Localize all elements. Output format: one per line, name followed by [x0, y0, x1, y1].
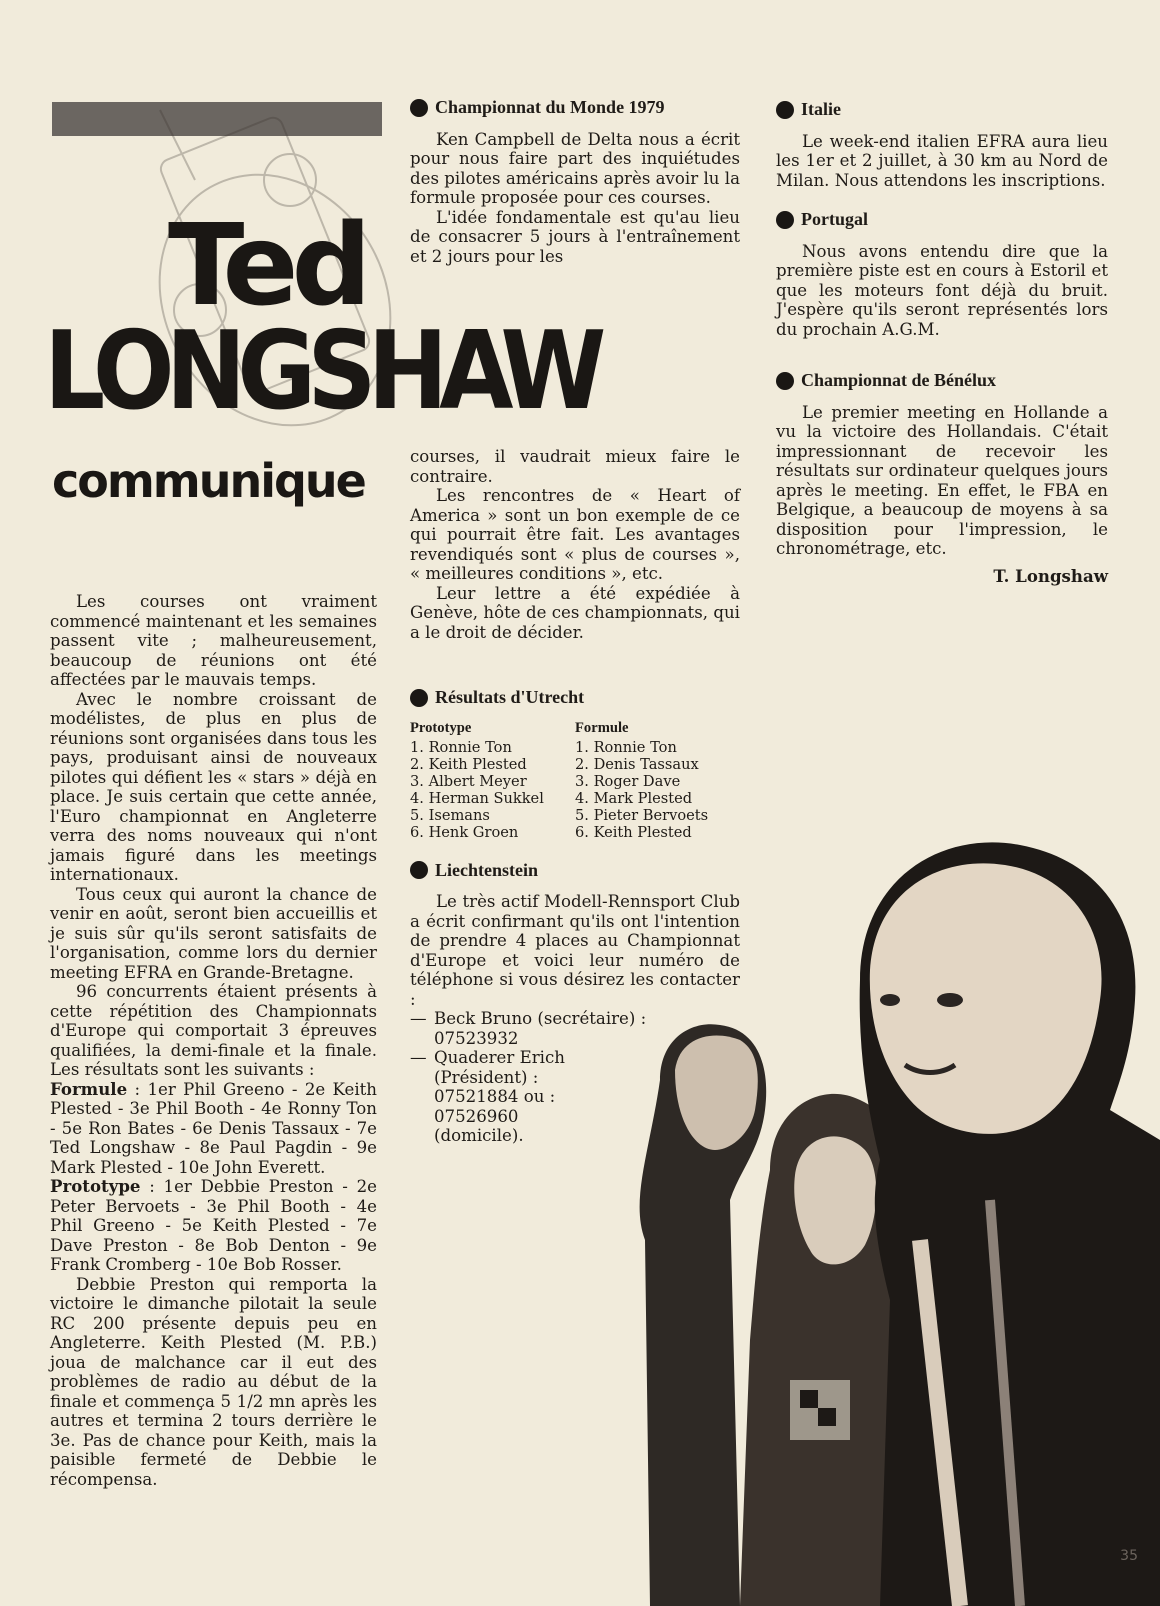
section-heading: [776, 210, 1108, 230]
prototype-label: Prototype: [50, 1176, 141, 1196]
bullet-icon: [410, 861, 428, 879]
list-item: 5. Isemans: [410, 806, 490, 824]
formule-text: : 1er Phil Greeno - 2e Keith Plested - 3e Phil Booth - 4e Ronny Ton - 5e Ron Bates - 6e Denis Tassaux - 7e Ted Longshaw - 8e Paul Pagdin - 9e Mark Plested - 10e John Everett.: [50, 1079, 377, 1177]
paragraph: courses, il vaudrait mieux faire le contraire.: [410, 447, 740, 486]
section-heading: [776, 100, 1108, 120]
photo-people: [620, 680, 1160, 1606]
list-item: 4. Mark Plested: [575, 789, 693, 807]
paragraph: Avec le nombre croissant de modélistes, de plus en plus de réunions sont organisées dans tous les pays, produisant ainsi de nouveaux pilotes qui défient les « stars » déjà en place. Je suis certain que cette année, l'Euro championnat en Angleterre verra des noms nouveaux qui n'ont jamais figuré dans les meetings internationaux.: [50, 689, 377, 884]
list-item: 6. Henk Groen: [410, 823, 519, 841]
paragraph: Leur lettre a été expédiée à Genève, hôte de ces championnats, qui a le droit de décider.: [410, 583, 740, 642]
paragraph: Debbie Preston qui remporta la victoire le dimanche pilotait la seule RC 200 présente depuis peu en Angleterre. Keith Plested (M. P.B.) joua de malchance car il eut des problèmes de radio au début de la finale et commença 5 1/2 mn après les autres et termina 2 tours derrière le 3e. Pas de chance pour Keith, mais la paisible fermeté de Debbie le récompensa.: [50, 1274, 377, 1489]
signature: T. Longshaw: [993, 565, 1108, 586]
prototype-results-column: [410, 720, 575, 841]
heading-text: Championnat de Bénélux: [801, 370, 997, 390]
list-item: 6. Keith Plested: [575, 823, 692, 841]
paragraph: Tous ceux qui auront la chance de venir en août, seront bien accueillis et je suis sûr qu'ils seront satisfaits de l'organisation, comme lors du dernier meeting EFRA en Grande-Bretagne.: [50, 884, 377, 982]
section-heading: [410, 98, 740, 118]
bullet-icon: [776, 101, 794, 119]
heading-text: Portugal: [801, 209, 868, 229]
bullet-icon: [776, 372, 794, 390]
title-first-name: Ted: [168, 201, 365, 331]
paragraph: Les courses ont vraiment commencé maintenant et les semaines passent vite ; malheureusement, beaucoup de réunions ont été affectées par le mauvais temps.: [50, 592, 377, 689]
list-item: 2. Keith Plested: [410, 755, 527, 773]
paragraph: Les rencontres de « Heart of America » sont un bon exemple de ce qui pourrait être fait. Les avantages revendiqués sont « plus de courses », « meilleures conditions », etc.: [410, 486, 740, 583]
page-number: 35: [1120, 1548, 1138, 1564]
list-item: 1. Ronnie Ton: [575, 738, 677, 756]
prototype-results: [50, 1177, 377, 1275]
column-header: Prototype: [410, 719, 472, 736]
list-item: 3. Albert Meyer: [410, 772, 527, 790]
bullet-icon: [410, 99, 428, 117]
column-header: Formule: [575, 719, 629, 736]
formule-results: [50, 1080, 377, 1178]
heading-text: Italie: [801, 99, 841, 119]
paragraph: Le premier meeting en Hollande a vu la victoire des Hollandais. C'était impressionnant de recevoir les résultats sur ordinateur quelques jours après le meeting. En effet, le FBA en Belgique, a beaucoup de moyens à sa disposition pour l'impression, le chronométrage, etc.: [776, 402, 1108, 558]
paragraph: Ken Campbell de Delta nous a écrit pour nous faire part des inquiétudes des pilotes américains après avoir lu la formule proposée pour ces courses.: [410, 129, 740, 207]
contact-line: — Quaderer Erich (Président) : 07521884 ou : 07526960 (domicile).: [410, 1048, 604, 1146]
list-item: 1. Ronnie Ton: [410, 738, 512, 756]
title-subtitle: communique: [52, 454, 365, 508]
paragraph: Nous avons entendu dire que la première piste est en cours à Estoril et que les moteurs font déjà du bruit. J'espère qu'ils seront représentés lors du prochain A.G.M.: [776, 241, 1108, 339]
paragraph: L'idée fondamentale est qu'au lieu de consacrer 5 jours à l'entraînement et 2 jours pour les: [410, 207, 740, 266]
prototype-text: : 1er Debbie Preston - 2e Peter Bervoets - 3e Phil Booth - 4e Phil Greeno - 5e Keith Plested - 7e Dave Preston - 8e Bob Denton - 9e Frank Cromberg - 10e Bob Rosser.: [50, 1177, 377, 1274]
list-item: 3. Roger Dave: [575, 772, 681, 790]
heading-text: Liechtenstein: [435, 859, 538, 880]
bullet-icon: [776, 211, 794, 229]
article-column-left: [50, 592, 377, 1489]
list-item: 4. Herman Sukkel: [410, 789, 544, 807]
paragraph: Le très actif Modell-Rennsport Club a écrit confirmant qu'ils ont l'intention de prendre 4 places au Championnat d'Europe et voici leur numéro de téléphone si vous désirez les contacter :: [410, 892, 740, 1009]
formule-label: Formule: [50, 1078, 128, 1099]
section-championnat-monde-continued: [410, 447, 740, 642]
contact-line: — Beck Bruno (secrétaire) : 07523932: [410, 1009, 674, 1048]
list-item: 2. Denis Tassaux: [575, 755, 699, 773]
heading-text: Championnat du Monde 1979: [435, 97, 665, 117]
bullet-icon: [410, 689, 428, 707]
section-championnat-monde: [410, 97, 740, 266]
article-column-right: [776, 100, 1108, 586]
title-bar: [52, 102, 382, 136]
title-last-name: LONGSHAW: [44, 309, 598, 434]
paragraph: Le week-end italien EFRA aura lieu les 1er et 2 juillet, à 30 km au Nord de Milan. Nous attendons les inscriptions.: [776, 131, 1108, 190]
list-item: 5. Pieter Bervoets: [575, 806, 709, 824]
section-heading: [776, 371, 1108, 391]
paragraph: 96 concurrents étaient présents à cette répétition des Championnats d'Europe qui comportait 3 épreuves qualifiées, la demi-finale et la finale. Les résultats sont les suivants :: [50, 982, 377, 1079]
heading-text: Résultats d'Utrecht: [435, 687, 585, 707]
